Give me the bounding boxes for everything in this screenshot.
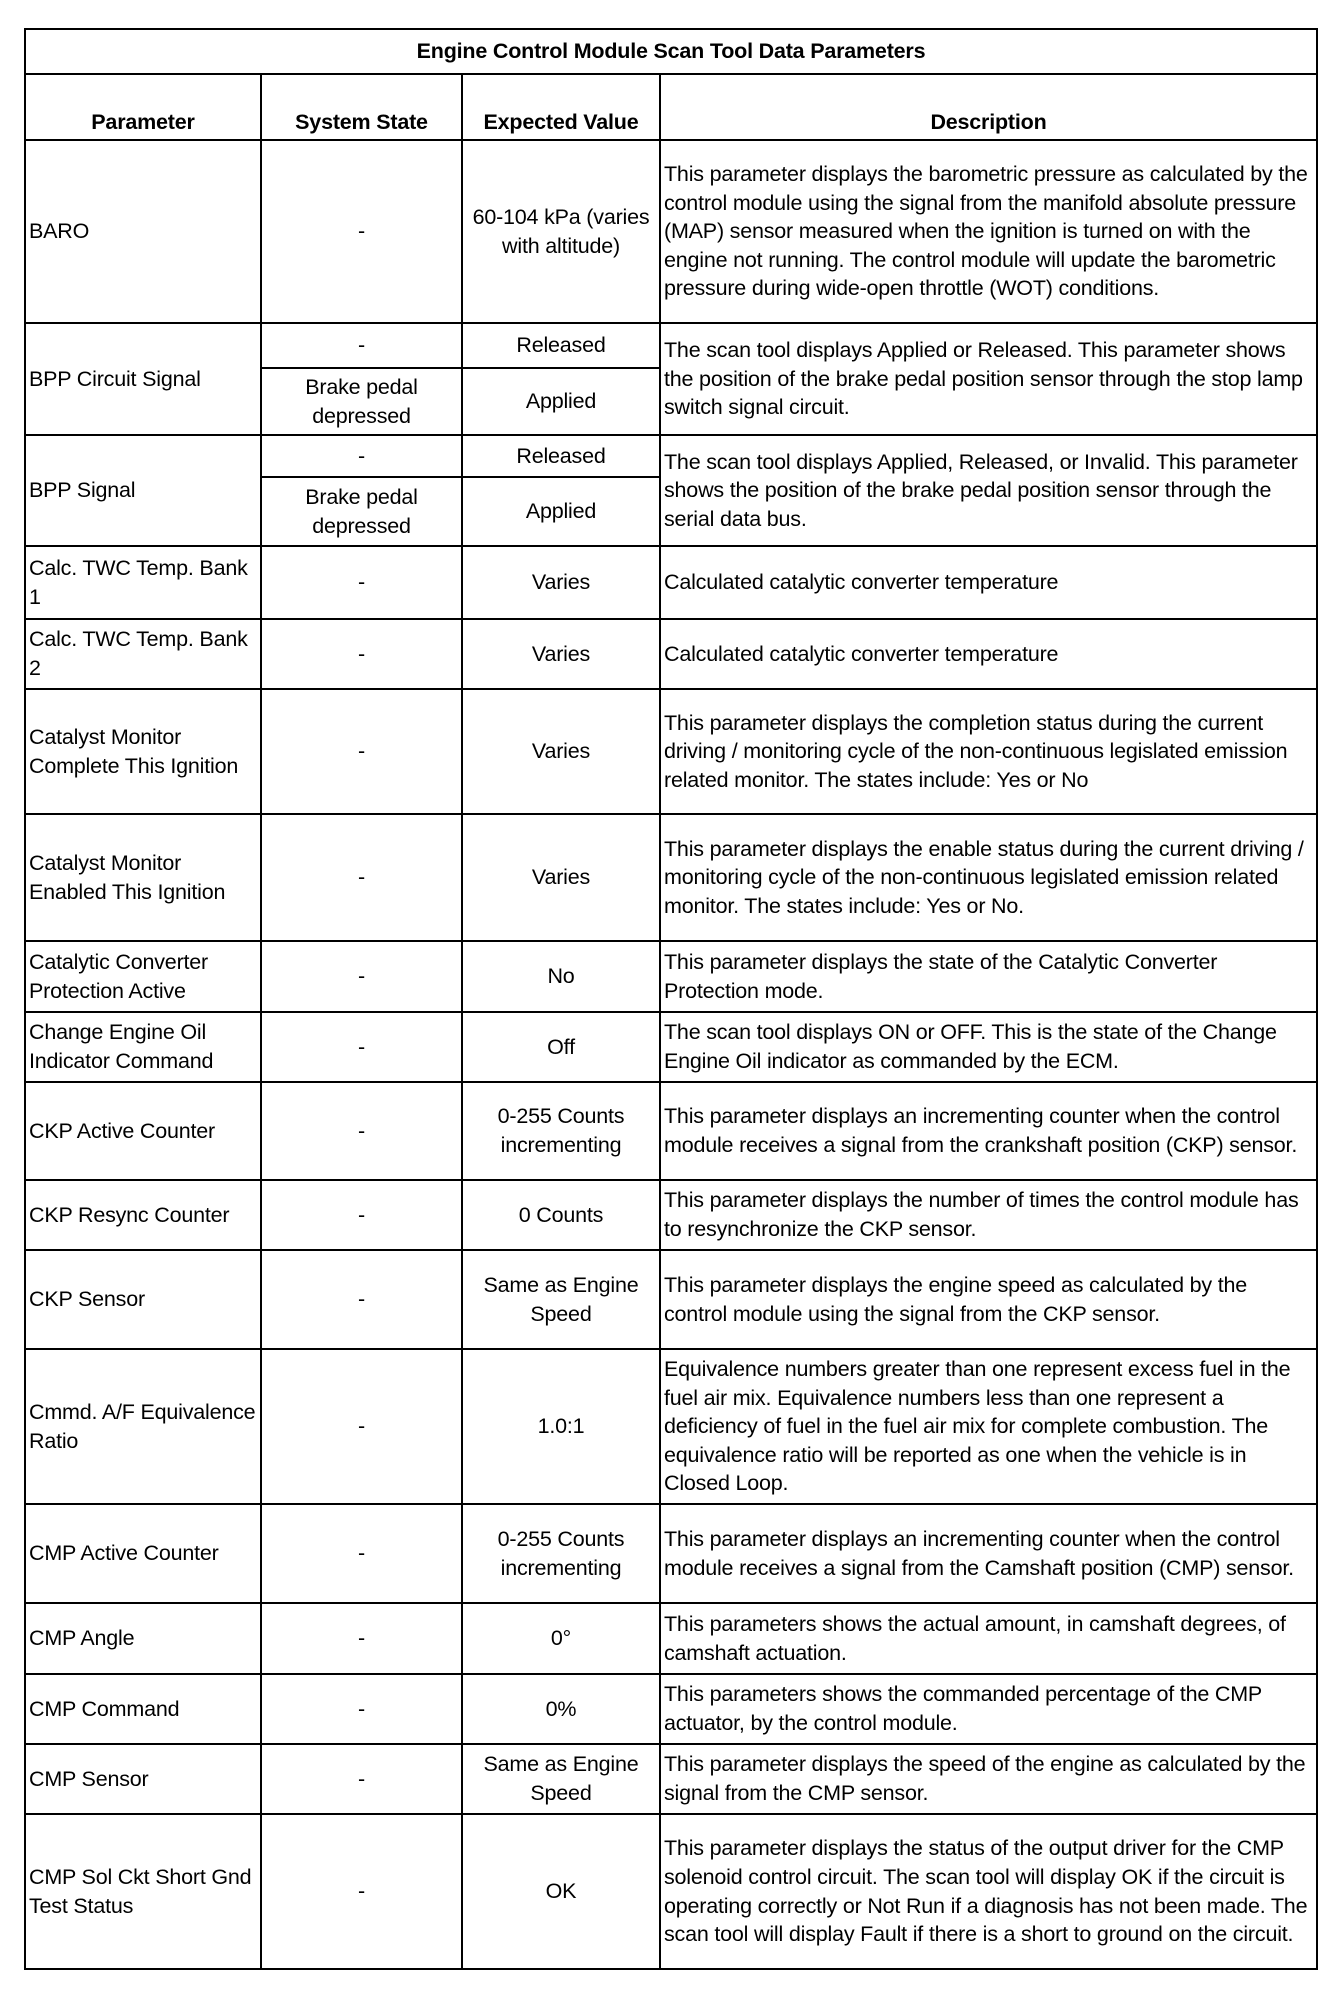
- description-cell: The scan tool displays Applied, Released, or Invalid. This parameter shows the position of the brake pedal position sensor through the serial data bus.: [660, 435, 1317, 546]
- table-row: [25, 1814, 1317, 1969]
- system-state-cell: -: [261, 1674, 462, 1744]
- expected-value-cell: 1.0:1: [462, 1349, 660, 1504]
- table-body: [25, 140, 1317, 1969]
- header-system-state: System State: [261, 74, 462, 140]
- description-cell: The scan tool displays ON or OFF. This is the state of the Change Engine Oil indicator as commanded by the ECM.: [660, 1012, 1317, 1082]
- system-state-cell: Brake pedal depressed: [261, 477, 462, 546]
- parameter-cell: CMP Command: [25, 1674, 261, 1744]
- expected-value-cell: Off: [462, 1012, 660, 1082]
- system-state-cell: -: [261, 689, 462, 814]
- system-state-cell: -: [261, 1349, 462, 1504]
- table-row: [25, 1349, 1317, 1504]
- parameter-cell: CKP Active Counter: [25, 1082, 261, 1180]
- parameter-cell: BPP Circuit Signal: [25, 323, 261, 435]
- description-cell: This parameter displays the completion status during the current driving / monitoring cycle of the non-continuous legislated emission related monitor. The states include: Yes or No: [660, 689, 1317, 814]
- table-row: [25, 619, 1317, 689]
- table-row: [25, 941, 1317, 1012]
- table-row: [25, 814, 1317, 941]
- expected-value-cell: Applied: [462, 368, 660, 435]
- scan-tool-data-table: [24, 28, 1318, 1970]
- description-cell: Equivalence numbers greater than one represent excess fuel in the fuel air mix. Equivalence numbers less than one represent a deficiency of fuel in the fuel air mix for complete combustion. The equivalence ratio will be reported as one when the vehicle is in Closed Loop.: [660, 1349, 1317, 1504]
- parameter-cell: Change Engine Oil Indicator Command: [25, 1012, 261, 1082]
- parameter-cell: Catalytic Converter Protection Active: [25, 941, 261, 1012]
- system-state-cell: -: [261, 546, 462, 619]
- table-row: [25, 1603, 1317, 1674]
- header-expected-value: Expected Value: [462, 74, 660, 140]
- description-cell: This parameter displays the engine speed as calculated by the control module using the signal from the CKP sensor.: [660, 1250, 1317, 1349]
- system-state-cell: -: [261, 1012, 462, 1082]
- table-row: [25, 1250, 1317, 1349]
- expected-value-cell: 0 Counts: [462, 1180, 660, 1250]
- header-parameter: Parameter: [25, 74, 261, 140]
- table-row: [25, 1504, 1317, 1603]
- system-state-cell: -: [261, 1180, 462, 1250]
- description-cell: This parameter displays the speed of the engine as calculated by the signal from the CMP sensor.: [660, 1744, 1317, 1814]
- expected-value-cell: Same as Engine Speed: [462, 1250, 660, 1349]
- parameter-cell: Catalyst Monitor Complete This Ignition: [25, 689, 261, 814]
- expected-value-cell: Released: [462, 435, 660, 477]
- table-row: [25, 689, 1317, 814]
- description-cell: This parameter displays the barometric pressure as calculated by the control module using the signal from the manifold absolute pressure (MAP) sensor measured when the ignition is turned on with the engine not running. The control module will update the barometric pressure during wide-open throttle (WOT) conditions.: [660, 140, 1317, 323]
- description-cell: Calculated catalytic converter temperature: [660, 546, 1317, 619]
- system-state-cell: -: [261, 1603, 462, 1674]
- parameter-cell: CMP Sol Ckt Short Gnd Test Status: [25, 1814, 261, 1969]
- parameter-cell: Catalyst Monitor Enabled This Ignition: [25, 814, 261, 941]
- system-state-cell: -: [261, 1744, 462, 1814]
- table-row: [25, 1674, 1317, 1744]
- table-row: [25, 323, 1317, 368]
- description-cell: This parameter displays the number of times the control module has to resynchronize the CKP sensor.: [660, 1180, 1317, 1250]
- expected-value-cell: Applied: [462, 477, 660, 546]
- expected-value-cell: 0°: [462, 1603, 660, 1674]
- expected-value-cell: 0%: [462, 1674, 660, 1744]
- parameter-cell: CMP Active Counter: [25, 1504, 261, 1603]
- description-cell: This parameter displays the state of the Catalytic Converter Protection mode.: [660, 941, 1317, 1012]
- table-row: [25, 435, 1317, 477]
- expected-value-cell: 60-104 kPa (varies with altitude): [462, 140, 660, 323]
- expected-value-cell: Varies: [462, 689, 660, 814]
- parameter-cell: CKP Sensor: [25, 1250, 261, 1349]
- system-state-cell: Brake pedal depressed: [261, 368, 462, 435]
- table-row: [25, 546, 1317, 619]
- expected-value-cell: 0-255 Counts incrementing: [462, 1082, 660, 1180]
- system-state-cell: -: [261, 1504, 462, 1603]
- table-row: [25, 1012, 1317, 1082]
- table-row: [25, 1082, 1317, 1180]
- description-cell: This parameters shows the actual amount, in camshaft degrees, of camshaft actuation.: [660, 1603, 1317, 1674]
- system-state-cell: -: [261, 435, 462, 477]
- table-title: Engine Control Module Scan Tool Data Parameters: [25, 29, 1317, 74]
- system-state-cell: -: [261, 1250, 462, 1349]
- parameter-cell: CKP Resync Counter: [25, 1180, 261, 1250]
- system-state-cell: -: [261, 1082, 462, 1180]
- table-row: [25, 1180, 1317, 1250]
- parameter-cell: Cmmd. A/F Equivalence Ratio: [25, 1349, 261, 1504]
- system-state-cell: -: [261, 140, 462, 323]
- expected-value-cell: Released: [462, 323, 660, 368]
- description-cell: This parameter displays an incrementing counter when the control module receives a signal from the crankshaft position (CKP) sensor.: [660, 1082, 1317, 1180]
- parameter-cell: BPP Signal: [25, 435, 261, 546]
- parameter-cell: CMP Sensor: [25, 1744, 261, 1814]
- table-row: [25, 140, 1317, 323]
- system-state-cell: -: [261, 323, 462, 368]
- description-cell: This parameter displays an incrementing counter when the control module receives a signal from the Camshaft position (CMP) sensor.: [660, 1504, 1317, 1603]
- expected-value-cell: Varies: [462, 619, 660, 689]
- description-cell: The scan tool displays Applied or Released. This parameter shows the position of the brake pedal position sensor through the stop lamp switch signal circuit.: [660, 323, 1317, 435]
- expected-value-cell: OK: [462, 1814, 660, 1969]
- parameter-cell: Calc. TWC Temp. Bank 2: [25, 619, 261, 689]
- description-cell: This parameters shows the commanded percentage of the CMP actuator, by the control module.: [660, 1674, 1317, 1744]
- description-cell: Calculated catalytic converter temperature: [660, 619, 1317, 689]
- expected-value-cell: Varies: [462, 546, 660, 619]
- parameter-cell: BARO: [25, 140, 261, 323]
- expected-value-cell: 0-255 Counts incrementing: [462, 1504, 660, 1603]
- expected-value-cell: No: [462, 941, 660, 1012]
- description-cell: This parameter displays the status of the output driver for the CMP solenoid control circuit. The scan tool will display OK if the circuit is operating correctly or Not Run if a diagnosis has not been made. The scan tool will display Fault if there is a short to ground on the circuit.: [660, 1814, 1317, 1969]
- table-row: [25, 1744, 1317, 1814]
- system-state-cell: -: [261, 619, 462, 689]
- parameter-cell: Calc. TWC Temp. Bank 1: [25, 546, 261, 619]
- parameter-cell: CMP Angle: [25, 1603, 261, 1674]
- description-cell: This parameter displays the enable status during the current driving / monitoring cycle of the non-continuous legislated emission related monitor. The states include: Yes or No.: [660, 814, 1317, 941]
- system-state-cell: -: [261, 941, 462, 1012]
- expected-value-cell: Same as Engine Speed: [462, 1744, 660, 1814]
- system-state-cell: -: [261, 1814, 462, 1969]
- header-description: Description: [660, 74, 1317, 140]
- expected-value-cell: Varies: [462, 814, 660, 941]
- system-state-cell: -: [261, 814, 462, 941]
